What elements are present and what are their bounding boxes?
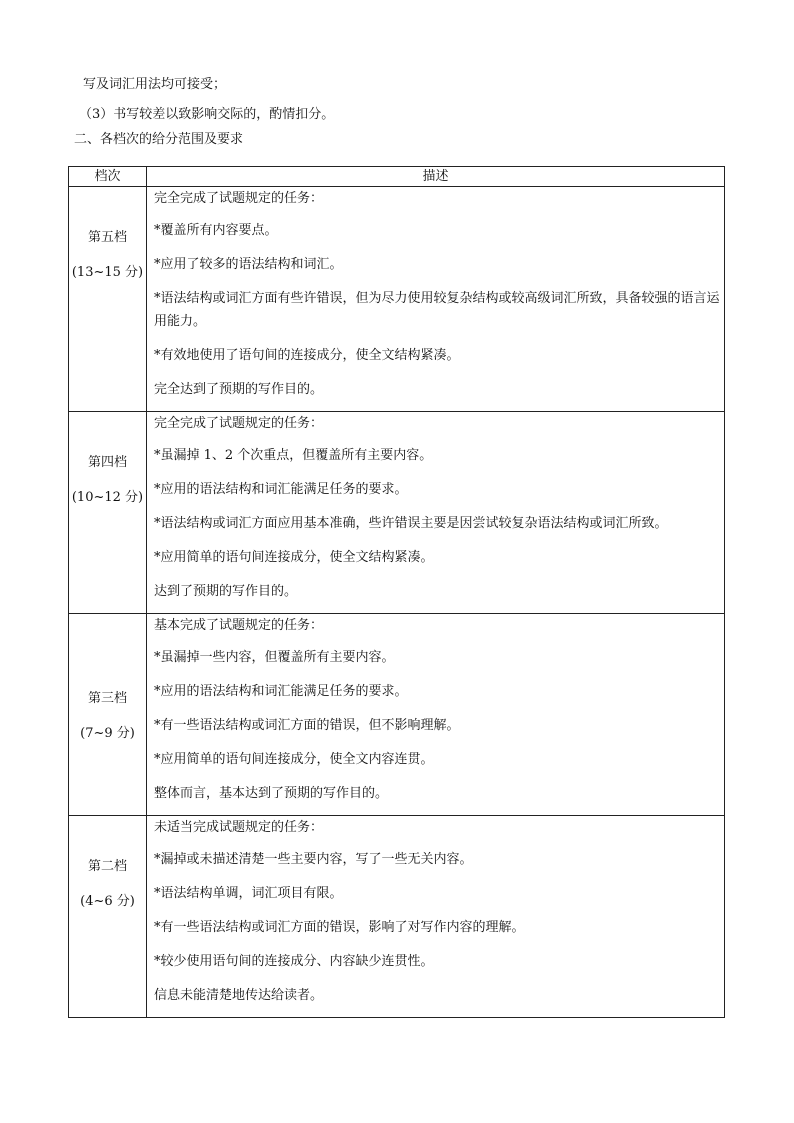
level-range: (10~12 分)	[71, 490, 144, 505]
desc-title: 完全完成了试题规定的任务：	[154, 191, 324, 206]
desc-item: *语法结构单调，词汇项目有限。	[154, 886, 343, 901]
table-row	[69, 187, 725, 412]
desc-summary: 完全达到了预期的写作目的。	[154, 382, 324, 397]
level-name: 第二档	[87, 859, 127, 874]
desc-item: *应用了较多的语法结构和词汇。	[154, 257, 343, 272]
desc-item: *应用的语法结构和词汇能满足任务的要求。	[154, 482, 408, 497]
level-cell	[69, 187, 147, 412]
table-row	[69, 816, 725, 1018]
desc-item: *语法结构或词汇方面有些许错误，但为尽力使用较复杂结构或较高级词汇所致，具备较强的语言运用能力。	[154, 291, 720, 329]
intro-line-1: 写及词汇用法均可接受；	[83, 77, 227, 92]
intro-line-2: （3）书写较差以致影响交际的，酌情扣分。	[79, 107, 335, 122]
desc-item: *漏掉或未描述清楚一些主要内容，写了一些无关内容。	[154, 852, 473, 867]
desc-summary: 达到了预期的写作目的。	[154, 584, 298, 599]
level-name: 第五档	[87, 230, 127, 245]
table-row	[69, 614, 725, 816]
desc-item: *有一些语法结构或词汇方面的错误，影响了对写作内容的理解。	[154, 920, 525, 935]
level-cell	[69, 412, 147, 614]
desc-item: *应用的语法结构和词汇能满足任务的要求。	[154, 684, 408, 699]
desc-item: *有一些语法结构或词汇方面的错误，但不影响理解。	[154, 718, 460, 733]
level-cell	[69, 816, 147, 1018]
desc-title: 完全完成了试题规定的任务：	[154, 416, 324, 431]
header-description: 描述	[147, 167, 725, 187]
description-cell	[147, 187, 725, 412]
description-cell	[147, 614, 725, 816]
level-cell	[69, 614, 147, 816]
section-heading: 二、各档次的给分范围及要求	[74, 132, 244, 147]
desc-title: 基本完成了试题规定的任务：	[154, 618, 324, 633]
desc-item: *较少使用语句间的连接成分、内容缺少连贯性。	[154, 954, 434, 969]
table-header-row	[69, 167, 725, 187]
desc-item: *有效地使用了语句间的连接成分，使全文结构紧凑。	[154, 348, 460, 363]
desc-item: *语法结构或词汇方面应用基本准确，些许错误主要是因尝试较复杂语法结构或词汇所致。	[154, 516, 668, 531]
level-range: (13~15 分)	[71, 265, 144, 280]
grading-table	[68, 166, 725, 1018]
header-level: 档次	[69, 167, 147, 187]
desc-item: *虽漏掉一些内容，但覆盖所有主要内容。	[154, 650, 395, 665]
level-name: 第三档	[87, 691, 127, 706]
desc-item: *应用简单的语句间连接成分，使全文内容连贯。	[154, 752, 434, 767]
level-range: (4~6 分)	[80, 894, 135, 909]
desc-title: 未适当完成试题规定的任务：	[154, 820, 324, 835]
level-range: (7~9 分)	[80, 726, 135, 741]
table-row	[69, 412, 725, 614]
level-name: 第四档	[87, 455, 127, 470]
desc-summary: 信息未能清楚地传达给读者。	[154, 988, 324, 1003]
desc-item: *应用简单的语句间连接成分，使全文结构紧凑。	[154, 550, 434, 565]
description-cell	[147, 816, 725, 1018]
desc-summary: 整体而言，基本达到了预期的写作目的。	[154, 786, 389, 801]
desc-item: *虽漏掉 1、2 个次重点，但覆盖所有主要内容。	[154, 448, 433, 463]
description-cell	[147, 412, 725, 614]
desc-item: *覆盖所有内容要点。	[154, 223, 278, 238]
